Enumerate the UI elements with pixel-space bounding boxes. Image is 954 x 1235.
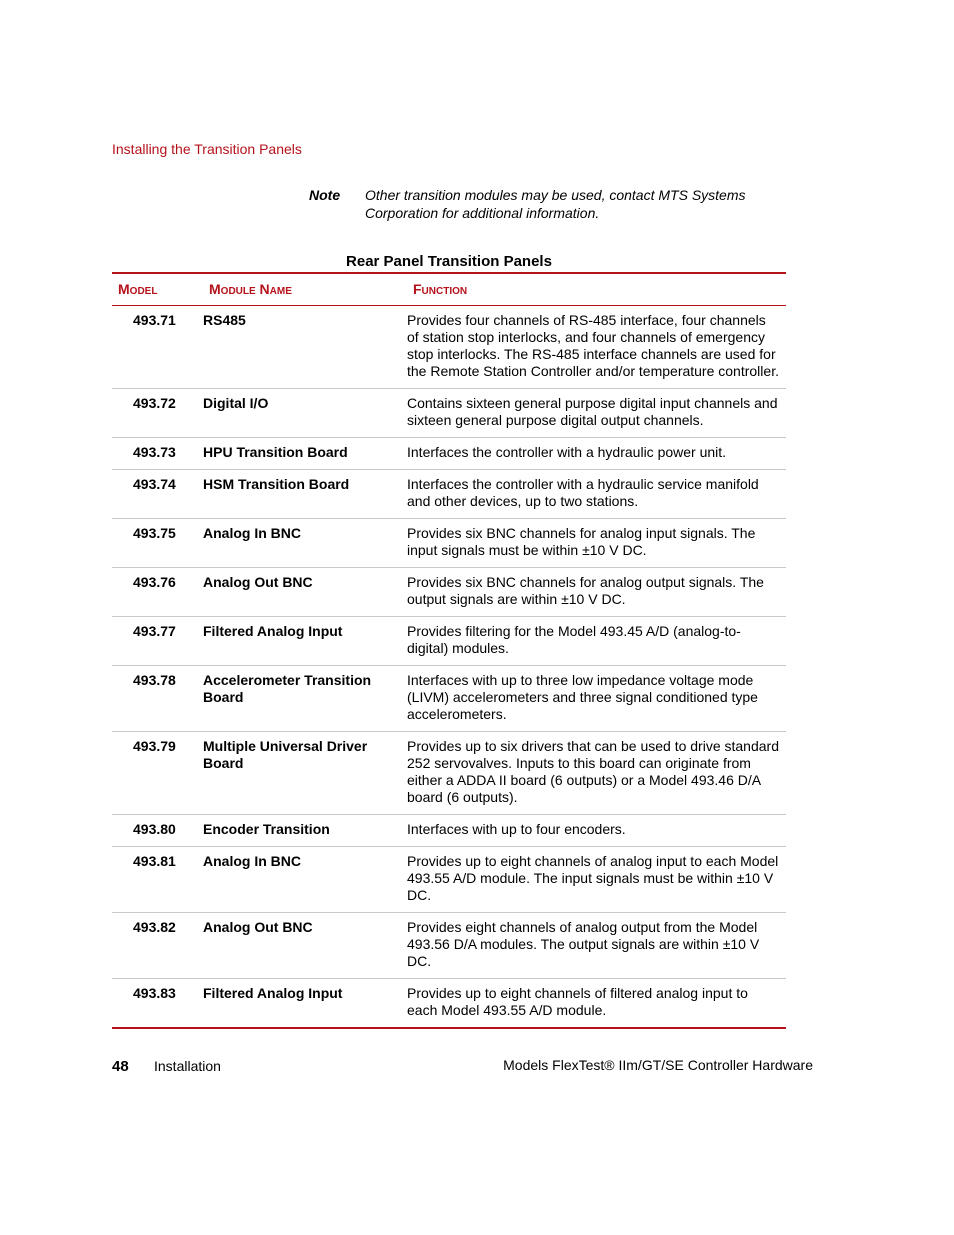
module-name-cell: Multiple Universal Driver Board (203, 732, 407, 815)
table-row (112, 815, 786, 847)
function-cell: Interfaces with up to four encoders. (407, 815, 786, 847)
model-cell: 493.80 (112, 815, 203, 847)
function-cell: Provides six BNC channels for analog input signals. The input signals must be within ±10 V DC. (407, 519, 786, 568)
model-cell: 493.73 (112, 438, 203, 470)
function-cell: Interfaces with up to three low impedance voltage mode (LIVM) accelerometers and three signal conditioned type accelerometers. (407, 666, 786, 732)
function-cell: Contains sixteen general purpose digital input channels and sixteen general purpose digital output channels. (407, 389, 786, 438)
function-cell: Provides filtering for the Model 493.45 A/D (analog-to-digital) modules. (407, 617, 786, 666)
model-cell: 493.76 (112, 568, 203, 617)
function-cell: Provides up to eight channels of analog input to each Model 493.55 A/D module. The input signals must be within ±10 V DC. (407, 847, 786, 913)
table-row (112, 438, 786, 470)
module-name-cell: HSM Transition Board (203, 470, 407, 519)
module-name-cell: Accelerometer Transition Board (203, 666, 407, 732)
table-title: Rear Panel Transition Panels (346, 253, 552, 270)
function-cell: Provides up to eight channels of filtered analog input to each Model 493.55 A/D module. (407, 985, 748, 1018)
table-row (112, 519, 786, 568)
model-cell: 493.75 (112, 519, 203, 568)
table-row (112, 389, 786, 438)
column-header-function: Function (407, 273, 786, 306)
table-row (112, 306, 786, 389)
function-cell: Provides eight channels of analog output from the Model 493.56 D/A modules. The output signals are within ±10 V DC. (407, 913, 786, 979)
section-link[interactable]: Installing the Transition Panels (112, 141, 302, 157)
model-cell: 493.74 (112, 470, 203, 519)
table-header-row (112, 273, 786, 306)
function-cell: Interfaces the controller with a hydraulic power unit. (407, 438, 786, 470)
table-row (112, 847, 786, 913)
module-name-cell: Analog Out BNC (203, 568, 407, 617)
footer-section: Installation (154, 1058, 221, 1074)
model-cell: 493.81 (112, 847, 203, 913)
table-row (112, 666, 786, 732)
transition-panels-table (112, 272, 786, 1029)
table-row (112, 470, 786, 519)
column-header-module-name: Module Name (203, 273, 407, 306)
page-number: 48 (112, 1058, 129, 1075)
module-name-cell: Filtered Analog Input (203, 617, 407, 666)
module-name-cell: Encoder Transition (203, 815, 407, 847)
model-cell: 493.77 (112, 617, 203, 666)
table-row (112, 913, 786, 979)
module-name-cell: RS485 (203, 306, 407, 389)
note-label: Note (309, 187, 341, 203)
function-cell: Provides up to six drivers that can be used to drive standard 252 servovalves. Inputs to this board can originate from either a ADDA II board (6 outputs) or a Model 493.46 D/A board (6 outputs). (407, 732, 786, 815)
module-name-cell: Analog Out BNC (203, 913, 407, 979)
table-row (112, 568, 786, 617)
module-name-cell: Analog In BNC (203, 847, 407, 913)
table-row (112, 617, 786, 666)
footer-doc-title: Models FlexTest® IIm/GT/SE Controller Hardware (503, 1057, 813, 1073)
table-row (112, 732, 786, 815)
model-cell: 493.82 (112, 913, 203, 979)
column-header-model: Model (112, 273, 203, 306)
module-name-cell: Filtered Analog Input (203, 985, 343, 1001)
module-name-cell: HPU Transition Board (203, 438, 407, 470)
model-cell: 493.79 (112, 732, 203, 815)
table-row (112, 979, 786, 1029)
model-cell: 493.72 (112, 389, 203, 438)
note-text: Other transition modules may be used, contact MTS Systems Corporation for additional information. (365, 187, 746, 221)
function-cell: Interfaces the controller with a hydraulic service manifold and other devices, up to two stations. (407, 470, 786, 519)
module-name-cell: Digital I/O (203, 389, 407, 438)
module-name-cell: Analog In BNC (203, 519, 407, 568)
model-cell: 493.78 (112, 666, 203, 732)
function-cell: Provides six BNC channels for analog output signals. The output signals are within ±10 V DC. (407, 568, 786, 617)
model-cell: 493.71 (112, 306, 203, 389)
function-cell: Provides four channels of RS-485 interface, four channels of station stop interlocks, and four channels of emergency stop interlocks. The RS-485 interface channels are used for the Remote Station Controller and/or temperature controller. (407, 306, 786, 389)
model-cell: 493.83 (133, 985, 176, 1001)
